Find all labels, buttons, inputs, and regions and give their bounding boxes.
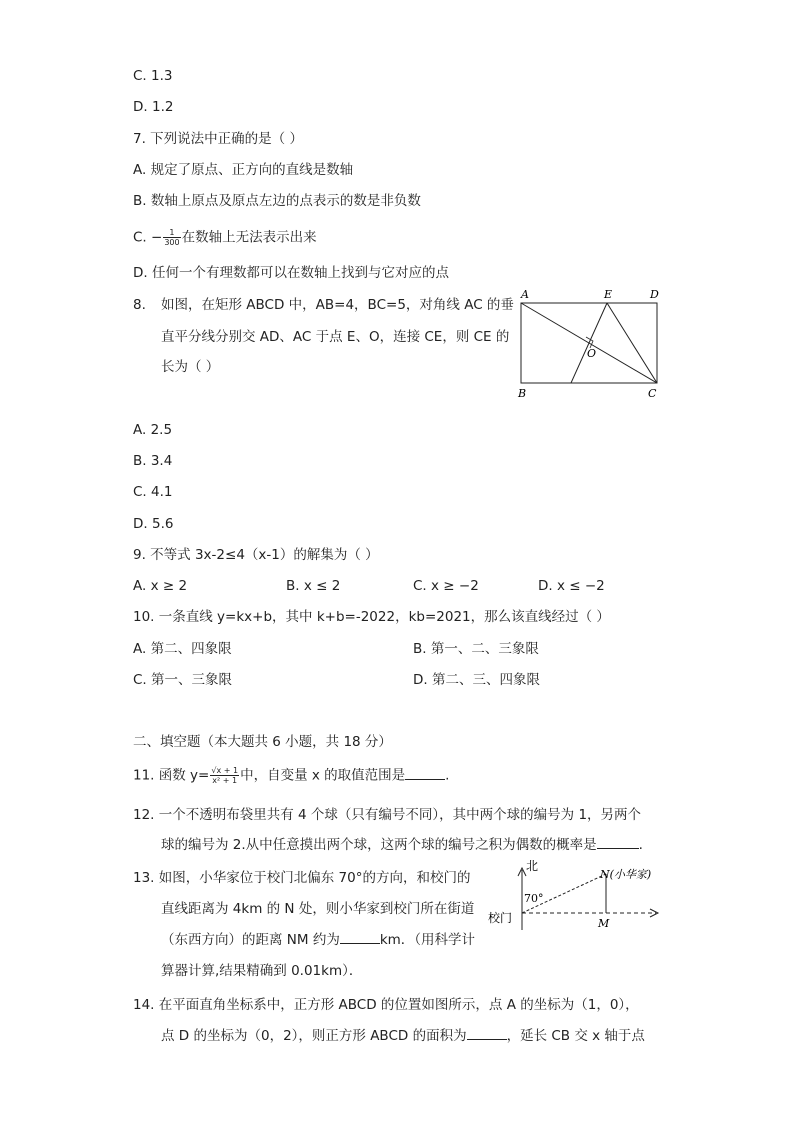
q8-line-2: 直平分线分别交 AD、AC 于点 E、O，连接 CE，则 CE 的	[161, 329, 510, 345]
q8-line-1: 如图，在矩形 ABCD 中，AB=4，BC=5，对角线 AC 的垂	[161, 297, 514, 313]
q8-line-3: 长为（ ）	[161, 359, 220, 375]
q6-option-d: D. 1.2	[133, 99, 174, 115]
m-label: M	[598, 917, 610, 930]
q7-option-c	[133, 228, 317, 247]
q7-option-a: A. 规定了原点、正方向的直线是数轴	[133, 162, 354, 178]
q10-option-d: D. 第二、三、四象限	[413, 672, 540, 688]
q12-line-1: 12. 一个不透明布袋里共有 4 个球（只有编号不同），其中两个球的编号为 1，另两个	[133, 807, 642, 823]
q14-line-1: 14. 在平面直角坐标系中，正方形 ABCD 的位置如图所示，点 A 的坐标为（1，0），	[133, 997, 639, 1013]
perpendicular-bisector	[571, 303, 607, 383]
q13-line-1: 13. 如图，小华家位于校门北偏东 70°的方向，和校门的	[133, 870, 471, 886]
q14-line-2-b: ，延长 CB 交 x 轴于点	[506, 1028, 645, 1044]
q12-line-2	[161, 836, 643, 854]
fraction	[163, 228, 180, 247]
q7-option-b: B. 数轴上原点及原点左边的点表示的数是非负数	[133, 193, 421, 209]
q11-fraction-denominator: x² + 1	[212, 776, 238, 785]
q11-prefix: 11. 函数 y=	[133, 767, 210, 784]
q9-option-c: C. x ≥ −2	[413, 578, 479, 594]
q6-option-c: C. 1.3	[133, 68, 173, 84]
q10-option-c: C. 第一、三象限	[133, 672, 233, 688]
north-label: 北	[526, 859, 539, 873]
q7-stem: 7. 下列说法中正确的是（ ）	[133, 131, 303, 147]
direction-figure	[486, 856, 666, 936]
q9-option-a: A. x ≥ 2	[133, 578, 188, 594]
answer-blank	[340, 931, 380, 944]
q13-line-4: 算器计算,结果精确到 0.01km）．	[161, 963, 363, 979]
q11-line	[133, 766, 449, 785]
q8-number: 8.	[133, 297, 146, 313]
q7-option-c-prefix: C. −	[133, 229, 163, 246]
q10-option-b: B. 第一、二、三象限	[413, 641, 539, 657]
q13-line-3-b: km．（用科学计	[379, 932, 476, 948]
label-c: C	[648, 387, 657, 400]
label-o: O	[587, 347, 597, 360]
q9-option-b: B. x ≤ 2	[286, 578, 341, 594]
angle-label: 70°	[524, 892, 544, 905]
label-e: E	[604, 288, 613, 301]
q8-option-a: A. 2.5	[133, 422, 173, 438]
answer-blank	[597, 836, 639, 849]
q11-suffix: 中，自变量 x 的取值范围是	[240, 767, 406, 784]
q8-option-d: D. 5.6	[133, 516, 174, 532]
q8-option-c: C. 4.1	[133, 484, 173, 500]
n-label: N(小华家)	[600, 868, 652, 881]
gate-label: 校门	[488, 911, 513, 925]
fraction-numerator: 1	[163, 228, 180, 238]
q13-line-2: 直线距离为 4km 的 N 处，则小华家到校门所在街道	[161, 901, 475, 917]
q11-fraction	[210, 766, 239, 785]
label-d: D	[650, 288, 659, 301]
q14-line-2-a: 点 D 的坐标为（0，2），则正方形 ABCD 的面积为	[161, 1028, 467, 1044]
q14-line-2	[161, 1027, 645, 1045]
q9-stem: 9. 不等式 3x-2≤4（x-1）的解集为（ ）	[133, 547, 379, 563]
rectangle-figure	[510, 284, 670, 402]
section-2-title: 二、填空题（本大题共 6 小题，共 18 分）	[133, 734, 392, 750]
answer-blank	[467, 1027, 507, 1040]
q8-option-b: B. 3.4	[133, 453, 173, 469]
q13-line-3	[161, 931, 475, 949]
answer-blank	[405, 767, 445, 780]
q11-end: .	[445, 767, 450, 784]
q10-stem: 10. 一条直线 y=kx+b，其中 k+b=-2022，kb=2021，那么该直线经过（ ）	[133, 609, 610, 625]
q9-option-d: D. x ≤ −2	[538, 578, 605, 594]
q7-option-c-suffix: 在数轴上无法表示出来	[181, 229, 317, 246]
segment-ce	[607, 303, 657, 383]
q13-line-3-a: （东西方向）的距离 NM 约为	[161, 932, 340, 948]
q12-line-2-text: 球的编号为 2.从中任意摸出两个球，这两个球的编号之积为偶数的概率是	[161, 837, 597, 853]
q12-end: .	[638, 837, 643, 853]
q10-option-a: A. 第二、四象限	[133, 641, 232, 657]
label-a: A	[521, 288, 529, 301]
q11-fraction-numerator: √x + 1	[211, 766, 239, 775]
q7-option-d: D. 任何一个有理数都可以在数轴上找到与它对应的点	[133, 265, 449, 281]
fraction-denominator: 300	[164, 238, 180, 247]
label-b: B	[518, 387, 527, 400]
